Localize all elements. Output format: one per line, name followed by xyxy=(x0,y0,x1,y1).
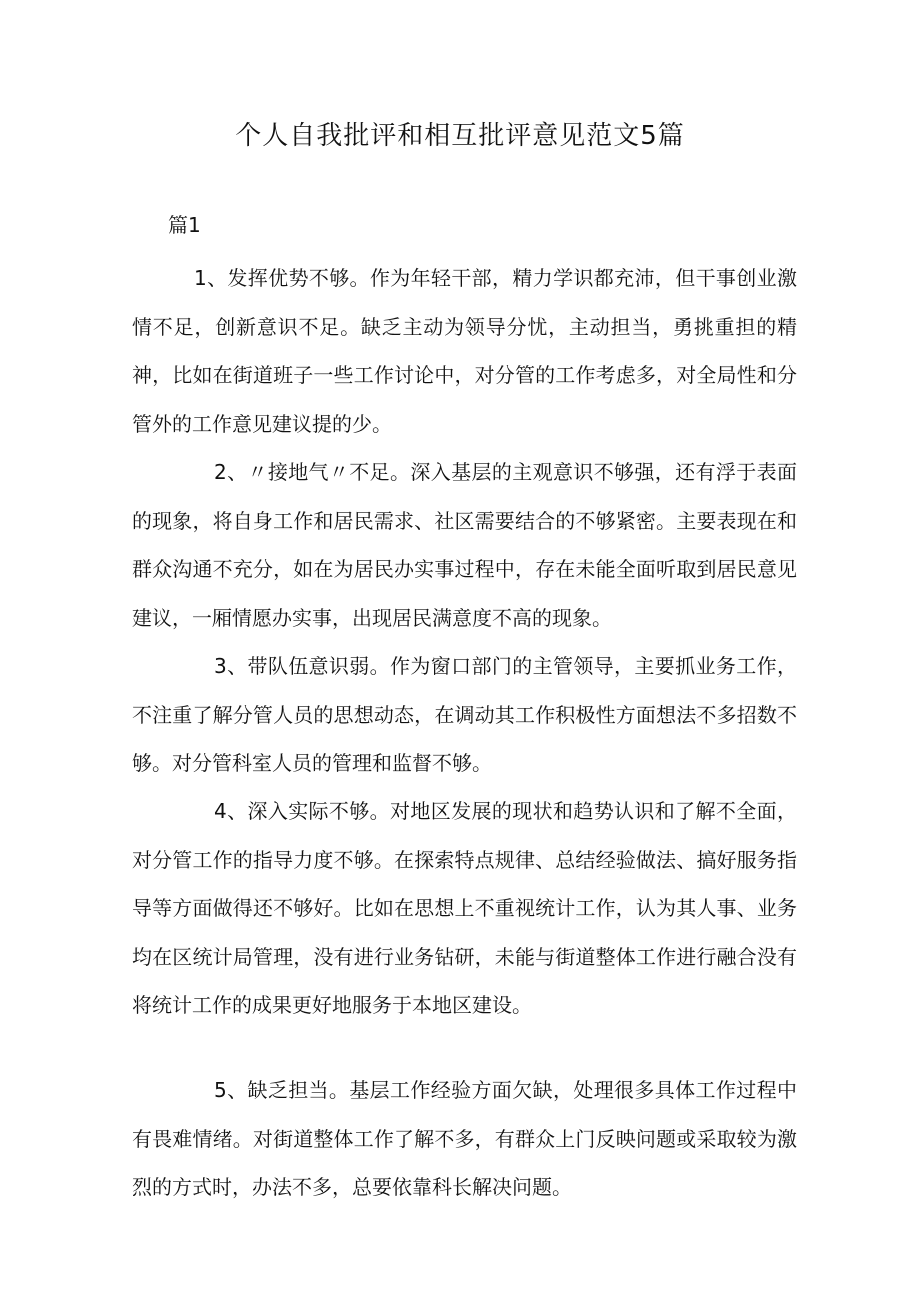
document-title: 个人自我批评和相互批评意见范文5篇 xyxy=(235,121,685,151)
paragraph-2: 2、〃接地气〃不足。深入基层的主观意识不够强，还有浮于表面的现象，将自身工作和居民需求、社区需要结合的不够紧密。主要表现在和群众沟通不充分，如在为居民办实事过程中，存在未能全面听取到居民意见建议，一厢情愿办实事，出现居民满意度不高的现象。 xyxy=(132,460,797,630)
paragraph-3: 3、带队伍意识弱。作为窗口部门的主管领导，主要抓业务工作，不注重了解分管人员的思想动态，在调动其工作积极性方面想法不多招数不够。对分管科室人员的管理和监督不够。 xyxy=(132,654,797,775)
paragraph-5: 5、缺乏担当。基层工作经验方面欠缺，处理很多具体工作过程中有畏难情绪。对街道整体工作了解不多，有群众上门反映问题或采取较为激烈的方式时，办法不多，总要依靠科长解决问题。 xyxy=(132,1078,797,1199)
section-label: 篇1 xyxy=(168,213,201,237)
paragraph-1: 1、发挥优势不够。作为年轻干部，精力学识都充沛，但干事创业激情不足，创新意识不足。缺乏主动为领导分忧，主动担当，勇挑重担的精神，比如在街道班子一些工作讨论中，对分管的工作考虑多，对全局性和分管外的工作意见建议提的少。 xyxy=(132,266,797,436)
paragraph-4: 4、深入实际不够。对地区发展的现状和趋势认识和了解不全面，对分管工作的指导力度不够。在探索特点规律、总结经验做法、搞好服务指导等方面做得还不够好。比如在思想上不重视统计工作，认为其人事、业务均在区统计局管理，没有进行业务钻研，未能与街道整体工作进行融合没有将统计工作的成果更好地服务于本地区建设。 xyxy=(132,799,797,1017)
